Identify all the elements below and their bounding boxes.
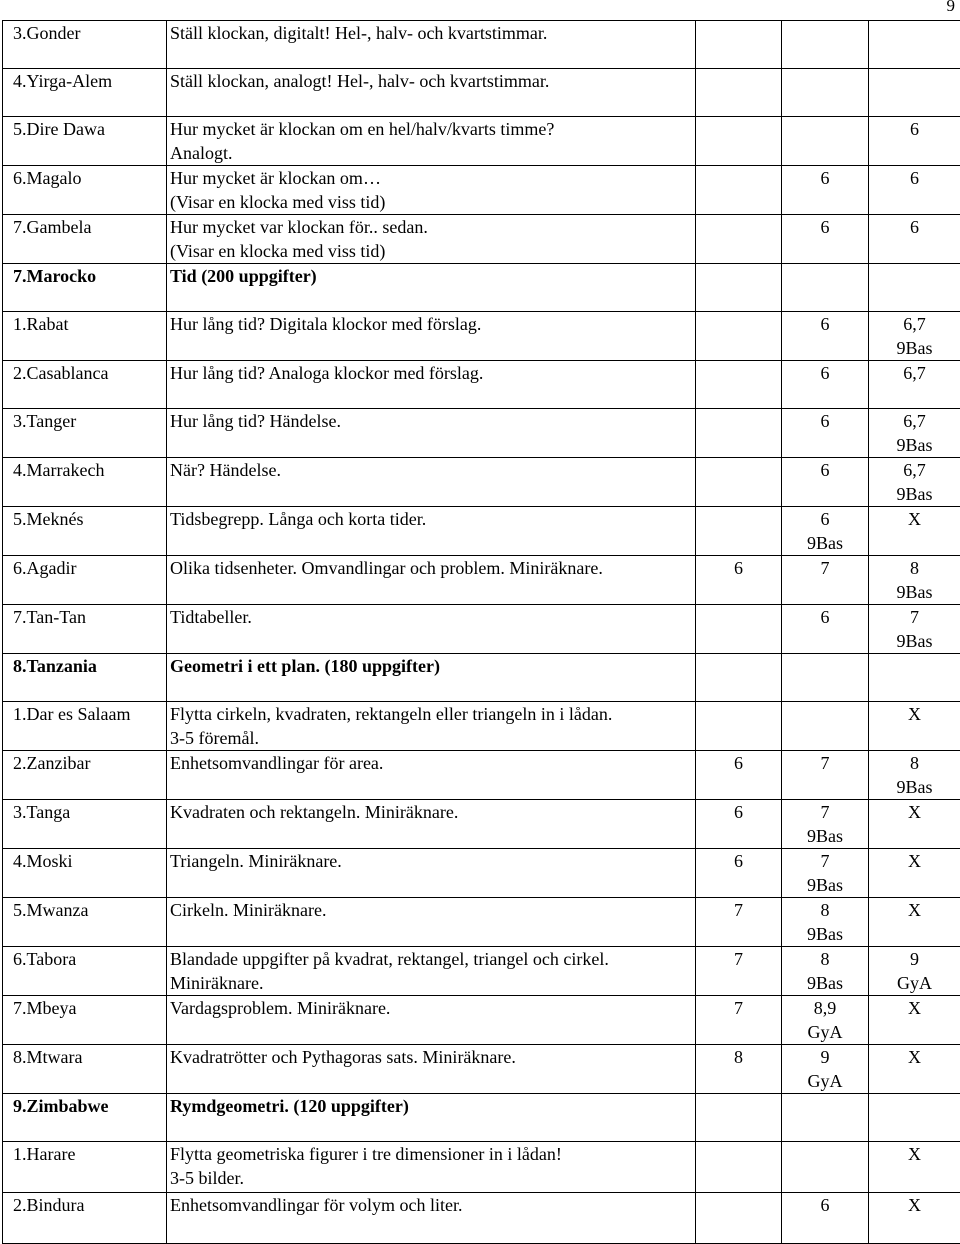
description-line: Kvadratrötter och Pythagoras sats. Miniräknare. [170, 1045, 695, 1069]
description-line: Geometri i ett plan. (180 uppgifter) [170, 654, 695, 678]
level-cell-1 [696, 21, 782, 69]
description-line: Tidtabeller. [170, 605, 695, 629]
level-cell-1 [696, 800, 782, 849]
lesson-description [167, 605, 696, 654]
lesson-name: 4.Yirga-Alem [3, 69, 167, 117]
level-value: 9Bas [869, 629, 960, 653]
lesson-name: 6.Agadir [3, 556, 167, 605]
level-cell-3 [869, 751, 960, 800]
level-value: X [869, 1142, 960, 1166]
level-value: 6 [782, 312, 868, 336]
description-line: Ställ klockan, digitalt! Hel-, halv- och kvartstimmar. [170, 21, 695, 45]
lesson-description [167, 1142, 696, 1193]
level-cell-2 [782, 69, 869, 117]
level-value: X [869, 507, 960, 531]
lesson-name: 1.Rabat [3, 312, 167, 361]
lesson-description [167, 21, 696, 69]
level-cell-3 [869, 996, 960, 1045]
lesson-description [167, 458, 696, 507]
description-line: Hur lång tid? Digitala klockor med förslag. [170, 312, 695, 336]
table-row [3, 312, 960, 361]
section-title: 8.Tanzania [3, 654, 167, 702]
table-row [3, 702, 960, 751]
description-line: Flytta geometriska figurer i tre dimensioner in i lådan! [170, 1142, 695, 1166]
level-cell-3 [869, 312, 960, 361]
level-cell-1 [696, 507, 782, 556]
lesson-name: 2.Casablanca [3, 361, 167, 409]
level-value: 7 [782, 800, 868, 824]
level-value: 6 [782, 507, 868, 531]
section-description [167, 654, 696, 702]
lesson-description [167, 751, 696, 800]
level-cell-1 [696, 117, 782, 166]
description-line: 3-5 bilder. [170, 1166, 695, 1190]
table-row [3, 409, 960, 458]
level-value: 8 [869, 751, 960, 775]
level-cell-1 [696, 996, 782, 1045]
level-cell-2 [782, 21, 869, 69]
level-cell-2 [782, 849, 869, 898]
table-row [3, 898, 960, 947]
level-cell-2 [782, 654, 869, 702]
table-row [3, 800, 960, 849]
table-row [3, 117, 960, 166]
level-value: X [869, 1045, 960, 1069]
level-value: 7 [696, 996, 781, 1020]
lesson-description [167, 849, 696, 898]
level-cell-2 [782, 215, 869, 264]
table-row [3, 507, 960, 556]
level-value: X [869, 849, 960, 873]
level-cell-1 [696, 312, 782, 361]
section-description [167, 264, 696, 312]
description-line: Blandade uppgifter på kvadrat, rektangel, triangel och cirkel. [170, 947, 695, 971]
lesson-name: 5.Mwanza [3, 898, 167, 947]
section-header-row [3, 654, 960, 702]
level-value: GyA [869, 971, 960, 995]
level-cell-2 [782, 264, 869, 312]
level-value: 6,7 [869, 458, 960, 482]
level-cell-2 [782, 556, 869, 605]
level-cell-1 [696, 702, 782, 751]
description-line: Enhetsomvandlingar för volym och liter. [170, 1193, 695, 1217]
table-row [3, 69, 960, 117]
description-line: 3-5 föremål. [170, 726, 695, 750]
lesson-name: 4.Moski [3, 849, 167, 898]
level-value: 6 [869, 117, 960, 141]
lesson-description [167, 898, 696, 947]
level-cell-2 [782, 1142, 869, 1193]
lesson-name: 5.Meknés [3, 507, 167, 556]
table-row [3, 849, 960, 898]
level-cell-1 [696, 1193, 782, 1244]
level-cell-1 [696, 361, 782, 409]
level-value: 6 [782, 215, 868, 239]
lesson-description [167, 361, 696, 409]
table-body [3, 21, 960, 1244]
table-row [3, 1142, 960, 1193]
description-line: Flytta cirkeln, kvadraten, rektangeln eller triangeln in i lådan. [170, 702, 695, 726]
level-value: 6,7 [869, 361, 960, 385]
lesson-name: 1.Harare [3, 1142, 167, 1193]
description-line: Kvadraten och rektangeln. Miniräknare. [170, 800, 695, 824]
level-cell-2 [782, 898, 869, 947]
lesson-name: 5.Dire Dawa [3, 117, 167, 166]
description-line: Olika tidsenheter. Omvandlingar och problem. Miniräknare. [170, 556, 695, 580]
level-cell-2 [782, 312, 869, 361]
level-value: 7 [696, 947, 781, 971]
curriculum-table [2, 20, 960, 1244]
level-value: 6 [782, 166, 868, 190]
lesson-description [167, 215, 696, 264]
lesson-description [167, 507, 696, 556]
level-value: 9Bas [869, 775, 960, 799]
level-value: 6 [869, 215, 960, 239]
level-cell-1 [696, 458, 782, 507]
level-cell-2 [782, 800, 869, 849]
section-description [167, 1094, 696, 1142]
level-cell-3 [869, 898, 960, 947]
table-row [3, 556, 960, 605]
level-cell-3 [869, 264, 960, 312]
level-cell-2 [782, 947, 869, 996]
level-value: X [869, 800, 960, 824]
level-value: X [869, 898, 960, 922]
level-value: 6 [869, 166, 960, 190]
level-cell-1 [696, 215, 782, 264]
level-cell-3 [869, 702, 960, 751]
level-cell-2 [782, 117, 869, 166]
level-cell-3 [869, 166, 960, 215]
table-row [3, 361, 960, 409]
lesson-name: 7.Mbeya [3, 996, 167, 1045]
level-value: 6 [696, 556, 781, 580]
level-cell-1 [696, 605, 782, 654]
level-cell-1 [696, 1094, 782, 1142]
lesson-name: 7.Gambela [3, 215, 167, 264]
section-header-row [3, 264, 960, 312]
level-cell-3 [869, 1193, 960, 1244]
level-cell-3 [869, 507, 960, 556]
level-cell-1 [696, 409, 782, 458]
lesson-name: 3.Gonder [3, 21, 167, 69]
lesson-name: 1.Dar es Salaam [3, 702, 167, 751]
level-value: 9Bas [782, 824, 868, 848]
level-value: 7 [696, 898, 781, 922]
level-cell-2 [782, 1094, 869, 1142]
section-title: 7.Marocko [3, 264, 167, 312]
level-value: 7 [782, 751, 868, 775]
level-value: 6 [782, 361, 868, 385]
level-cell-3 [869, 69, 960, 117]
description-line: Hur lång tid? Händelse. [170, 409, 695, 433]
level-value: 9Bas [782, 971, 868, 995]
description-line: Enhetsomvandlingar för area. [170, 751, 695, 775]
lesson-name: 4.Marrakech [3, 458, 167, 507]
level-value: 9Bas [782, 531, 868, 555]
level-value: 8 [869, 556, 960, 580]
table-row [3, 166, 960, 215]
level-value: 9 [869, 947, 960, 971]
lesson-description [167, 117, 696, 166]
level-cell-2 [782, 166, 869, 215]
level-value: 9Bas [782, 873, 868, 897]
level-cell-3 [869, 1142, 960, 1193]
description-line: Analogt. [170, 141, 695, 165]
level-cell-2 [782, 1045, 869, 1094]
level-value: 9Bas [782, 922, 868, 946]
level-value: 7 [782, 556, 868, 580]
description-line: Tidsbegrepp. Långa och korta tider. [170, 507, 695, 531]
table-row [3, 215, 960, 264]
level-value: 6,7 [869, 409, 960, 433]
level-value: GyA [782, 1069, 868, 1093]
level-value: X [869, 702, 960, 726]
section-header-row [3, 1094, 960, 1142]
level-cell-3 [869, 117, 960, 166]
level-cell-1 [696, 654, 782, 702]
lesson-description [167, 702, 696, 751]
level-value: GyA [782, 1020, 868, 1044]
lesson-name: 3.Tanga [3, 800, 167, 849]
level-value: 9Bas [869, 580, 960, 604]
description-line: Cirkeln. Miniräknare. [170, 898, 695, 922]
level-cell-3 [869, 849, 960, 898]
level-cell-3 [869, 800, 960, 849]
level-cell-2 [782, 458, 869, 507]
table-row [3, 605, 960, 654]
level-cell-2 [782, 507, 869, 556]
level-value: 8,9 [782, 996, 868, 1020]
lesson-description [167, 166, 696, 215]
page-number: 9 [947, 0, 956, 16]
table-row [3, 996, 960, 1045]
level-cell-3 [869, 654, 960, 702]
description-line: (Visar en klocka med viss tid) [170, 239, 695, 263]
level-cell-3 [869, 1045, 960, 1094]
level-value: 8 [782, 947, 868, 971]
level-value: 6 [782, 1193, 868, 1217]
level-cell-1 [696, 1045, 782, 1094]
level-cell-1 [696, 898, 782, 947]
lesson-name: 6.Tabora [3, 947, 167, 996]
lesson-description [167, 1045, 696, 1094]
level-cell-3 [869, 947, 960, 996]
description-line: (Visar en klocka med viss tid) [170, 190, 695, 214]
level-cell-1 [696, 556, 782, 605]
table-row [3, 751, 960, 800]
level-value: 9Bas [869, 336, 960, 360]
lesson-name: 8.Mtwara [3, 1045, 167, 1094]
section-title: 9.Zimbabwe [3, 1094, 167, 1142]
level-cell-3 [869, 556, 960, 605]
lesson-description [167, 409, 696, 458]
description-line: Hur mycket var klockan för.. sedan. [170, 215, 695, 239]
level-cell-1 [696, 1142, 782, 1193]
description-line: Hur mycket är klockan om… [170, 166, 695, 190]
description-line: När? Händelse. [170, 458, 695, 482]
level-cell-2 [782, 361, 869, 409]
lesson-name: 2.Bindura [3, 1193, 167, 1244]
level-cell-3 [869, 605, 960, 654]
level-value: 8 [782, 898, 868, 922]
level-value: 9Bas [869, 482, 960, 506]
lesson-name: 3.Tanger [3, 409, 167, 458]
lesson-name: 7.Tan-Tan [3, 605, 167, 654]
lesson-name: 2.Zanzibar [3, 751, 167, 800]
description-line: Triangeln. Miniräknare. [170, 849, 695, 873]
description-line: Hur mycket är klockan om en hel/halv/kvarts timme? [170, 117, 695, 141]
level-cell-1 [696, 849, 782, 898]
level-value: 6 [696, 800, 781, 824]
table-row [3, 947, 960, 996]
level-cell-3 [869, 361, 960, 409]
level-cell-2 [782, 605, 869, 654]
level-value: 9Bas [869, 433, 960, 457]
level-cell-2 [782, 996, 869, 1045]
level-cell-1 [696, 69, 782, 117]
lesson-name: 6.Magalo [3, 166, 167, 215]
lesson-description [167, 312, 696, 361]
level-cell-1 [696, 751, 782, 800]
level-cell-2 [782, 1193, 869, 1244]
lesson-description [167, 556, 696, 605]
level-cell-1 [696, 947, 782, 996]
table-row [3, 1193, 960, 1244]
lesson-description [167, 800, 696, 849]
level-cell-3 [869, 21, 960, 69]
lesson-description [167, 947, 696, 996]
level-value: X [869, 1193, 960, 1217]
level-value: 7 [782, 849, 868, 873]
level-cell-3 [869, 215, 960, 264]
description-line: Miniräknare. [170, 971, 695, 995]
level-cell-1 [696, 264, 782, 312]
description-line: Vardagsproblem. Miniräknare. [170, 996, 695, 1020]
table-row [3, 21, 960, 69]
level-cell-3 [869, 458, 960, 507]
level-value: 6,7 [869, 312, 960, 336]
lesson-description [167, 996, 696, 1045]
level-value: 7 [869, 605, 960, 629]
description-line: Ställ klockan, analogt! Hel-, halv- och kvartstimmar. [170, 69, 695, 93]
table-row [3, 1045, 960, 1094]
level-value: 6 [696, 849, 781, 873]
description-line: Tid (200 uppgifter) [170, 264, 695, 288]
description-line: Hur lång tid? Analoga klockor med förslag. [170, 361, 695, 385]
table-row [3, 458, 960, 507]
level-value: 6 [782, 409, 868, 433]
level-cell-3 [869, 1094, 960, 1142]
description-line: Rymdgeometri. (120 uppgifter) [170, 1094, 695, 1118]
level-value: 9 [782, 1045, 868, 1069]
level-value: 8 [696, 1045, 781, 1069]
level-cell-1 [696, 166, 782, 215]
level-cell-3 [869, 409, 960, 458]
level-value: 6 [782, 605, 868, 629]
lesson-description [167, 1193, 696, 1244]
level-value: 6 [782, 458, 868, 482]
level-value: 6 [696, 751, 781, 775]
level-cell-2 [782, 751, 869, 800]
lesson-description [167, 69, 696, 117]
level-cell-2 [782, 409, 869, 458]
level-cell-2 [782, 702, 869, 751]
level-value: X [869, 996, 960, 1020]
